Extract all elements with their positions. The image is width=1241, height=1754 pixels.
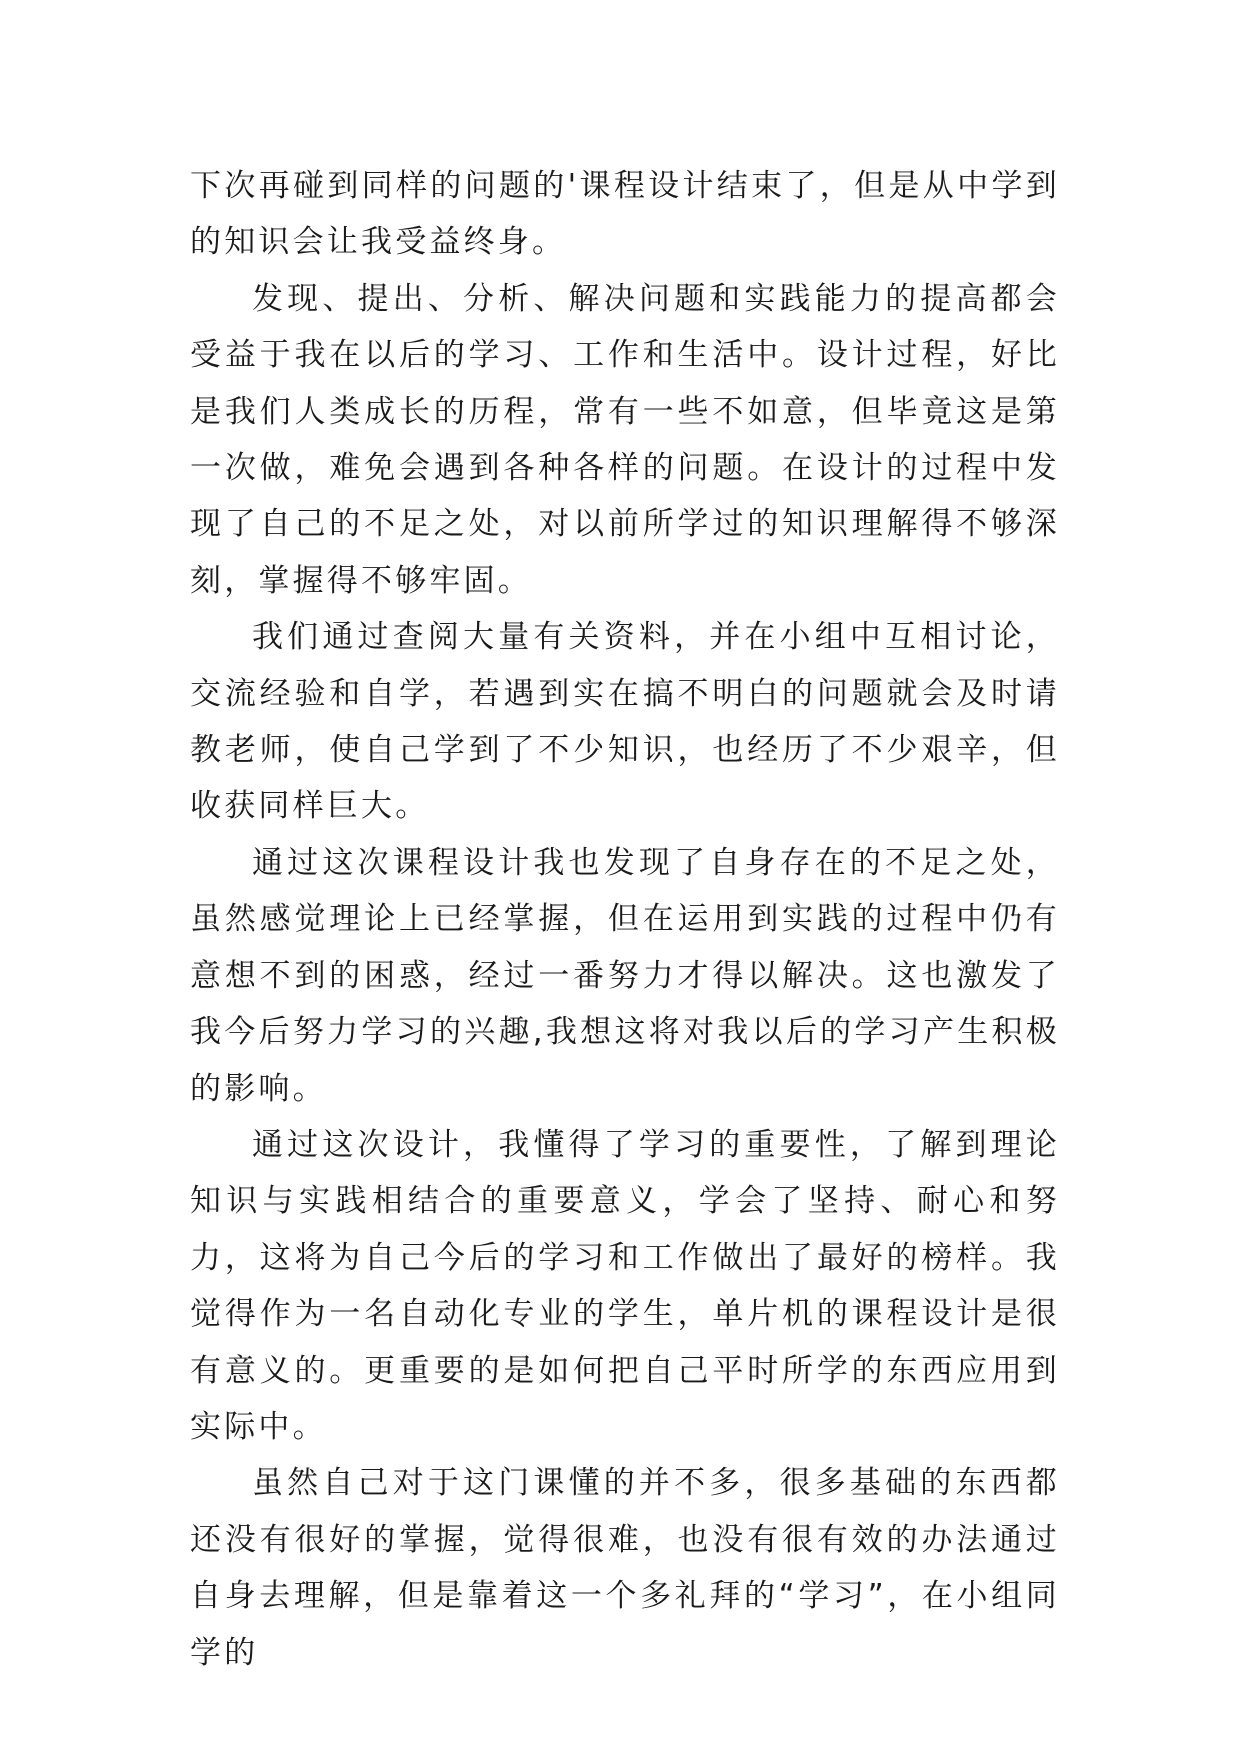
document-body	[190, 158, 1060, 1681]
paragraph-5: 通过这次设计，我懂得了学习的重要性，了解到理论知识与实践相结合的重要意义，学会了坚持、耐心和努力，这将为自己今后的学习和工作做出了最好的榜样。我觉得作为一名自动化专业的学生，单片机的课程设计是很有意义的。更重要的是如何把自己平时所学的东西应用到实际中。	[190, 1126, 1060, 1445]
paragraph-6: 虽然自己对于这门课懂的并不多，很多基础的东西都还没有很好的掌握，觉得很难，也没有很有效的办法通过自身去理解，但是靠着这一个多礼拜的“学习”，在小组同学的	[190, 1465, 1060, 1671]
paragraph-3: 我们通过查阅大量有关资料，并在小组中互相讨论，交流经验和自学，若遇到实在搞不明白的问题就会及时请教老师，使自己学到了不少知识，也经历了不少艰辛，但收获同样巨大。	[190, 619, 1060, 825]
paragraph-1: 下次再碰到同样的问题的'课程设计结束了，但是从中学到的知识会让我受益终身。	[190, 168, 1060, 261]
paragraph-2: 发现、提出、分析、解决问题和实践能力的提高都会受益于我在以后的学习、工作和生活中。设计过程，好比是我们人类成长的历程，常有一些不如意，但毕竟这是第一次做，难免会遇到各种各样的问题。在设计的过程中发现了自己的不足之处，对以前所学过的知识理解得不够深刻，掌握得不够牢固。	[190, 280, 1060, 599]
paragraph-4: 通过这次课程设计我也发现了自身存在的不足之处，虽然感觉理论上已经掌握，但在运用到实践的过程中仍有意想不到的困惑，经过一番努力才得以解决。这也激发了我今后努力学习的兴趣,我想这将对我以后的学习产生积极的影响。	[190, 844, 1060, 1107]
